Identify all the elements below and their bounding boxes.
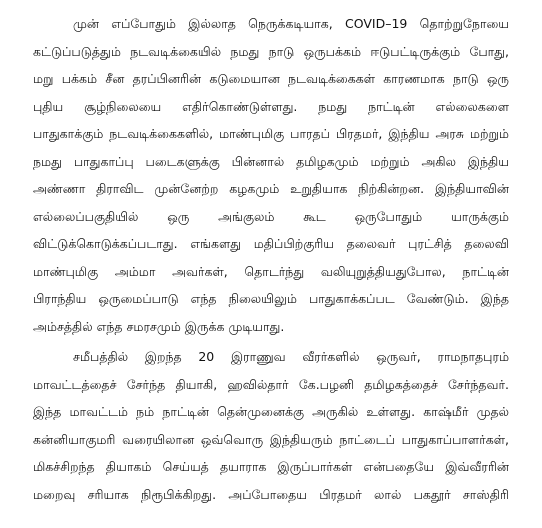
text-line: விட்டுக்கொடுக்கப்படாது. எங்களது மதிப்பிற்குரிய தலைவர் புரட்சித் தலைவி <box>33 236 509 251</box>
text-line: அம்சத்தில் எந்த சமரசமும் இருக்க முடியாது. <box>33 318 285 334</box>
text-line: மாவட்டத்தைச் சேர்ந்த தியாகி, ஹவில்தார் கே.பழனி தமிழகத்தைச் சேர்ந்தவர். <box>33 376 509 392</box>
paragraph-1 <box>33 10 509 340</box>
text-line: பிராந்திய ஒருமைப்பாடு எந்த நிலையிலும் பாதுகாக்கப்பட வேண்டும். இந்த <box>33 291 509 306</box>
text-line: மிகச்சிறந்த தியாகம் செய்யத் தயாராக இருப்பார்கள் என்பதையே இவ்வீரரின் <box>33 459 509 474</box>
paragraph-2 <box>33 343 509 508</box>
text-line: மாண்புமிகு அம்மா அவர்கள், தொடர்ந்து வலியுறுத்தியதுபோல, நாட்டின் <box>33 263 509 279</box>
text-line: புதிய சூழ்நிலையை எதிர்கொண்டுள்ளது. நமது நாட்டின் எல்லைகளை <box>33 98 509 114</box>
text-line: இந்த மாவட்டம் நம் நாட்டின் தென்முனைக்கு அருகில் உள்ளது. காஷ்மீர் முதல் <box>33 404 509 419</box>
text-line: கட்டுப்படுத்தும் நடவடிக்கையில் நமது நாடு ஒருபக்கம் ஈடுபட்டிருக்கும் போது, <box>33 43 509 59</box>
text-line: முன் எப்போதும் இல்லாத நெருக்கடியாக, COVID–19 தொற்றுநோயை <box>73 16 509 31</box>
text-line: பாதுகாக்கும் நடவடிக்கைகளில், மாண்புமிகு பாரதப் பிரதமர், இந்திய அரசு மற்றும் <box>33 126 509 141</box>
text-line: மறைவு சரியாக நிரூபிக்கிறது. அப்போதைய பிரதமர் லால் பகதூர் சாஸ்திரி <box>33 486 509 502</box>
text-line: மறு பக்கம் சீன தரப்பினரின் கடுமையான நடவடிக்கைகள் காரணமாக நாடு ஒரு <box>33 71 509 86</box>
text-line: எல்லைப்பகுதியில் ஒரு அங்குலம் கூட ஒருபோதும் யாருக்கும் <box>33 208 509 224</box>
text-line: சமீபத்தில் இறந்த 20 இராணுவ வீரர்களில் ஒருவர், ராமநாதபுரம் <box>73 349 509 364</box>
text-line: கன்னியாகுமரி வரையிலான ஒவ்வொரு இந்தியரும் நாட்டைப் பாதுகாப்பாளர்கள், <box>33 431 509 447</box>
text-line: நமது பாதுகாப்பு படைகளுக்கு பின்னால் தமிழகமும் மற்றும் அகில இந்திய <box>33 153 509 169</box>
text-line: அண்ணா திராவிட முன்னேற்ற கழகமும் உறுதியாக நிற்கின்றன. இந்தியாவின் <box>33 181 509 196</box>
